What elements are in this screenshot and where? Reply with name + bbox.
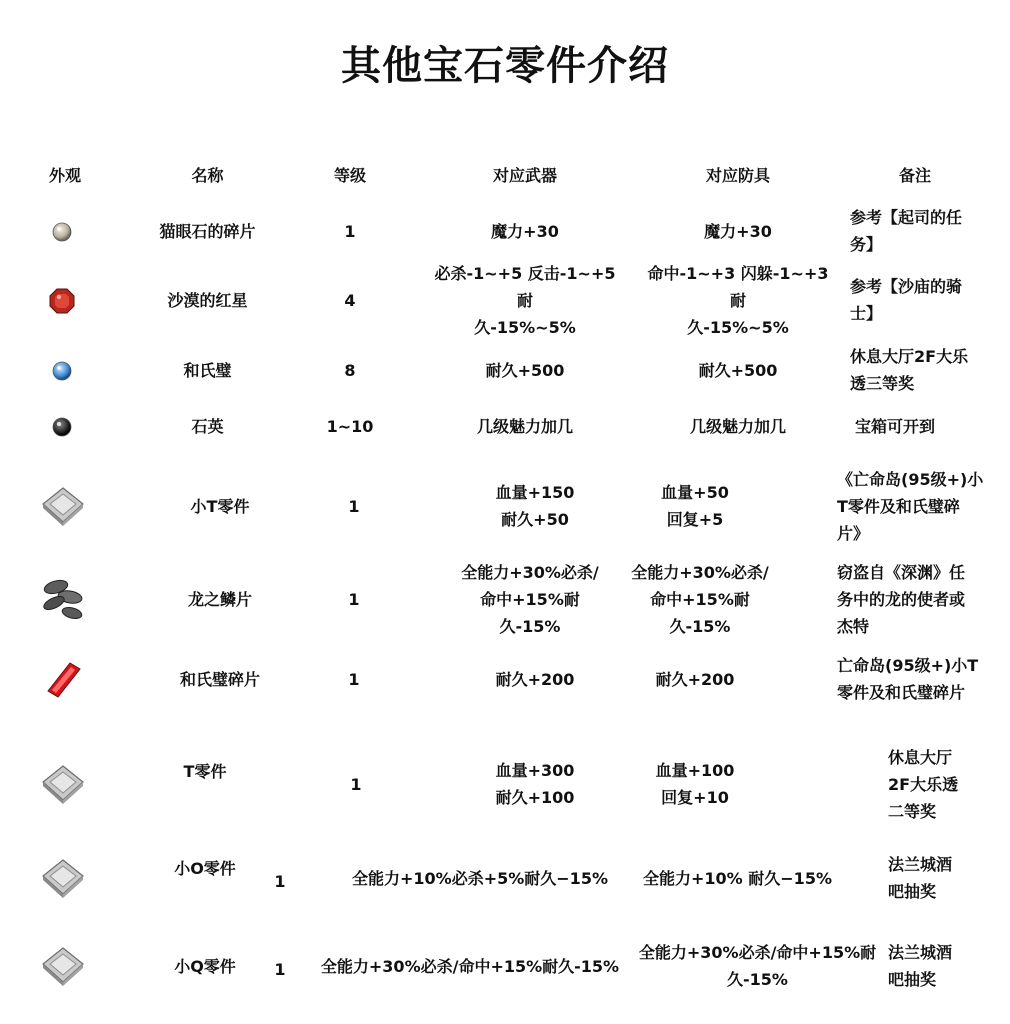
note-line: 吧抽奖	[888, 882, 937, 901]
note	[855, 406, 985, 446]
weapon-effect-line: 魔力+30	[491, 221, 559, 241]
armor-effect	[638, 342, 838, 398]
armor-effect	[638, 203, 838, 259]
note-line: 亡命岛(95级+)小T	[837, 656, 979, 675]
armor-effect-line: 久-15%	[727, 970, 788, 989]
weapon-effect	[425, 203, 625, 259]
header-appearance: 外观	[48, 165, 81, 185]
white-pearl-icon	[47, 217, 77, 247]
weapon-effect	[425, 406, 625, 446]
armor-effect-line: 全能力+30%必杀/	[631, 562, 769, 582]
note-line: T零件及和氏璧碎	[837, 496, 960, 516]
armor-effect-line: 血量+100	[655, 761, 735, 780]
weapon-effect-line: 耐久+200	[495, 669, 575, 689]
note-line: 2F大乐透	[888, 774, 959, 794]
note-line: 片》	[837, 523, 870, 543]
note-line: 杰特	[837, 616, 870, 636]
black-pearl-icon	[47, 412, 77, 442]
note-line: 法兰城酒	[888, 855, 953, 874]
note-line: 宝箱可开到	[855, 416, 936, 436]
gem-name: 小T零件	[190, 496, 250, 516]
armor-effect-line: 血量+50	[661, 483, 729, 502]
weapon-effect	[310, 933, 630, 999]
armor-effect	[630, 933, 885, 999]
gem-level: 8	[344, 360, 356, 380]
note-line: 《亡命岛(95级+)小	[837, 469, 984, 489]
gem-level: 1	[350, 774, 362, 794]
armor-effect-line: 久-15%	[669, 616, 731, 636]
weapon-effect-line: 几级魅力加几	[476, 416, 573, 436]
header-weapon: 对应武器	[492, 165, 557, 185]
gem-name: 和氏璧碎片	[179, 669, 260, 689]
dragon-scale-icon	[40, 577, 86, 621]
armor-effect	[630, 845, 845, 911]
note	[837, 554, 987, 644]
gem-level: 1	[274, 959, 286, 979]
note-line: 务】	[850, 235, 883, 254]
red-crystal-shard-icon	[40, 657, 86, 701]
weapon-effect-line: 久-15%~5%	[474, 317, 576, 337]
note-line: 吧抽奖	[888, 970, 937, 989]
blue-pearl-icon	[47, 356, 77, 386]
header-armor: 对应防具	[705, 165, 770, 185]
armor-effect	[640, 463, 750, 549]
header-name: 名称	[191, 165, 224, 185]
page-title: 其他宝石零件介绍	[341, 43, 669, 89]
weapon-effect-line: 耐久+100	[495, 788, 575, 807]
armor-effect-line: 命中+15%耐	[650, 589, 750, 609]
note-line: 休息大厅2F大乐	[850, 347, 969, 366]
red-octagon-gem-icon	[47, 286, 77, 316]
weapon-effect-line: 久-15%	[499, 616, 561, 636]
armor-effect-line: 魔力+30	[704, 221, 772, 241]
armor-effect	[620, 554, 780, 644]
weapon-effect-line: 全能力+30%必杀/	[461, 562, 599, 582]
armor-effect-line: 耐久+500	[698, 360, 778, 380]
gem-name: 石英	[191, 416, 224, 436]
note-line: 士】	[850, 304, 883, 323]
armor-effect	[638, 406, 838, 446]
armor-effect	[640, 646, 750, 712]
armor-effect-line: 全能力+10% 耐久−15%	[643, 868, 832, 888]
note	[837, 646, 987, 712]
armor-effect-line: 耐久+200	[655, 669, 735, 689]
weapon-effect	[450, 554, 610, 644]
weapon-effect-line: 全能力+10%必杀+5%耐久−15%	[352, 868, 608, 888]
gem-name: 小Q零件	[174, 956, 236, 976]
armor-effect-line: 命中-1~+3 闪躲-1~+3 耐	[647, 263, 829, 310]
gem-name: 猫眼石的碎片	[159, 221, 256, 241]
gem-name: 沙漠的红星	[167, 290, 248, 310]
armor-effect-line: 全能力+30%必杀/命中+15%耐	[638, 943, 877, 962]
gem-name: 和氏璧	[183, 360, 232, 380]
gem-level: 4	[344, 290, 356, 310]
note	[850, 203, 980, 259]
weapon-effect-line: 命中+15%耐	[480, 589, 580, 609]
note-line: 透三等奖	[850, 374, 915, 393]
armor-effect-line: 几级魅力加几	[689, 416, 786, 436]
note-line: 参考【起司的任	[850, 208, 963, 227]
header-level: 等级	[333, 165, 366, 185]
gem-name: T零件	[183, 761, 227, 781]
weapon-effect-line: 血量+150	[495, 483, 575, 502]
gem-level: 1~10	[326, 416, 374, 436]
weapon-effect-line: 耐久+500	[485, 360, 565, 380]
note	[888, 933, 988, 999]
weapon-effect-line: 血量+300	[495, 761, 575, 780]
gem-level: 1	[344, 221, 356, 241]
header-note: 备注	[898, 165, 931, 185]
armor-effect-line: 回复+10	[661, 788, 729, 807]
gem-name: 小O零件	[174, 858, 236, 878]
note-line: 法兰城酒	[888, 943, 953, 962]
note	[888, 737, 988, 831]
metal-plate-icon	[40, 484, 86, 528]
weapon-effect	[430, 737, 640, 831]
note	[850, 270, 980, 330]
armor-effect	[638, 263, 838, 337]
weapon-effect-line: 必杀-1~+5 反击-1~+5 耐	[434, 263, 616, 310]
note-line: 务中的龙的使者或	[837, 589, 966, 609]
weapon-effect	[430, 463, 640, 549]
note-line: 零件及和氏璧碎片	[837, 683, 966, 702]
gem-level: 1	[348, 496, 360, 516]
metal-plate-icon	[40, 762, 86, 806]
gem-name: 龙之鳞片	[187, 589, 252, 609]
metal-plate-icon	[40, 856, 86, 900]
weapon-effect-line: 耐久+50	[501, 510, 569, 529]
weapon-effect	[425, 342, 625, 398]
weapon-effect	[430, 646, 640, 712]
armor-effect-line: 久-15%~5%	[687, 317, 789, 337]
note	[837, 463, 987, 549]
gem-level: 1	[274, 871, 286, 891]
armor-effect	[640, 737, 750, 831]
note-line: 窃盗自《深渊》任	[837, 562, 966, 582]
weapon-effect-line: 全能力+30%必杀/命中+15%耐久-15%	[320, 956, 620, 976]
weapon-effect	[425, 263, 625, 337]
note	[850, 342, 980, 398]
gem-level: 1	[348, 669, 360, 689]
note-line: 休息大厅	[888, 747, 953, 767]
note	[888, 845, 988, 911]
gem-level: 1	[348, 589, 360, 609]
note-line: 二等奖	[888, 801, 937, 821]
weapon-effect	[330, 845, 630, 911]
metal-plate-icon	[40, 944, 86, 988]
note-line: 参考【沙庙的骑	[850, 277, 963, 296]
armor-effect-line: 回复+5	[666, 510, 724, 529]
